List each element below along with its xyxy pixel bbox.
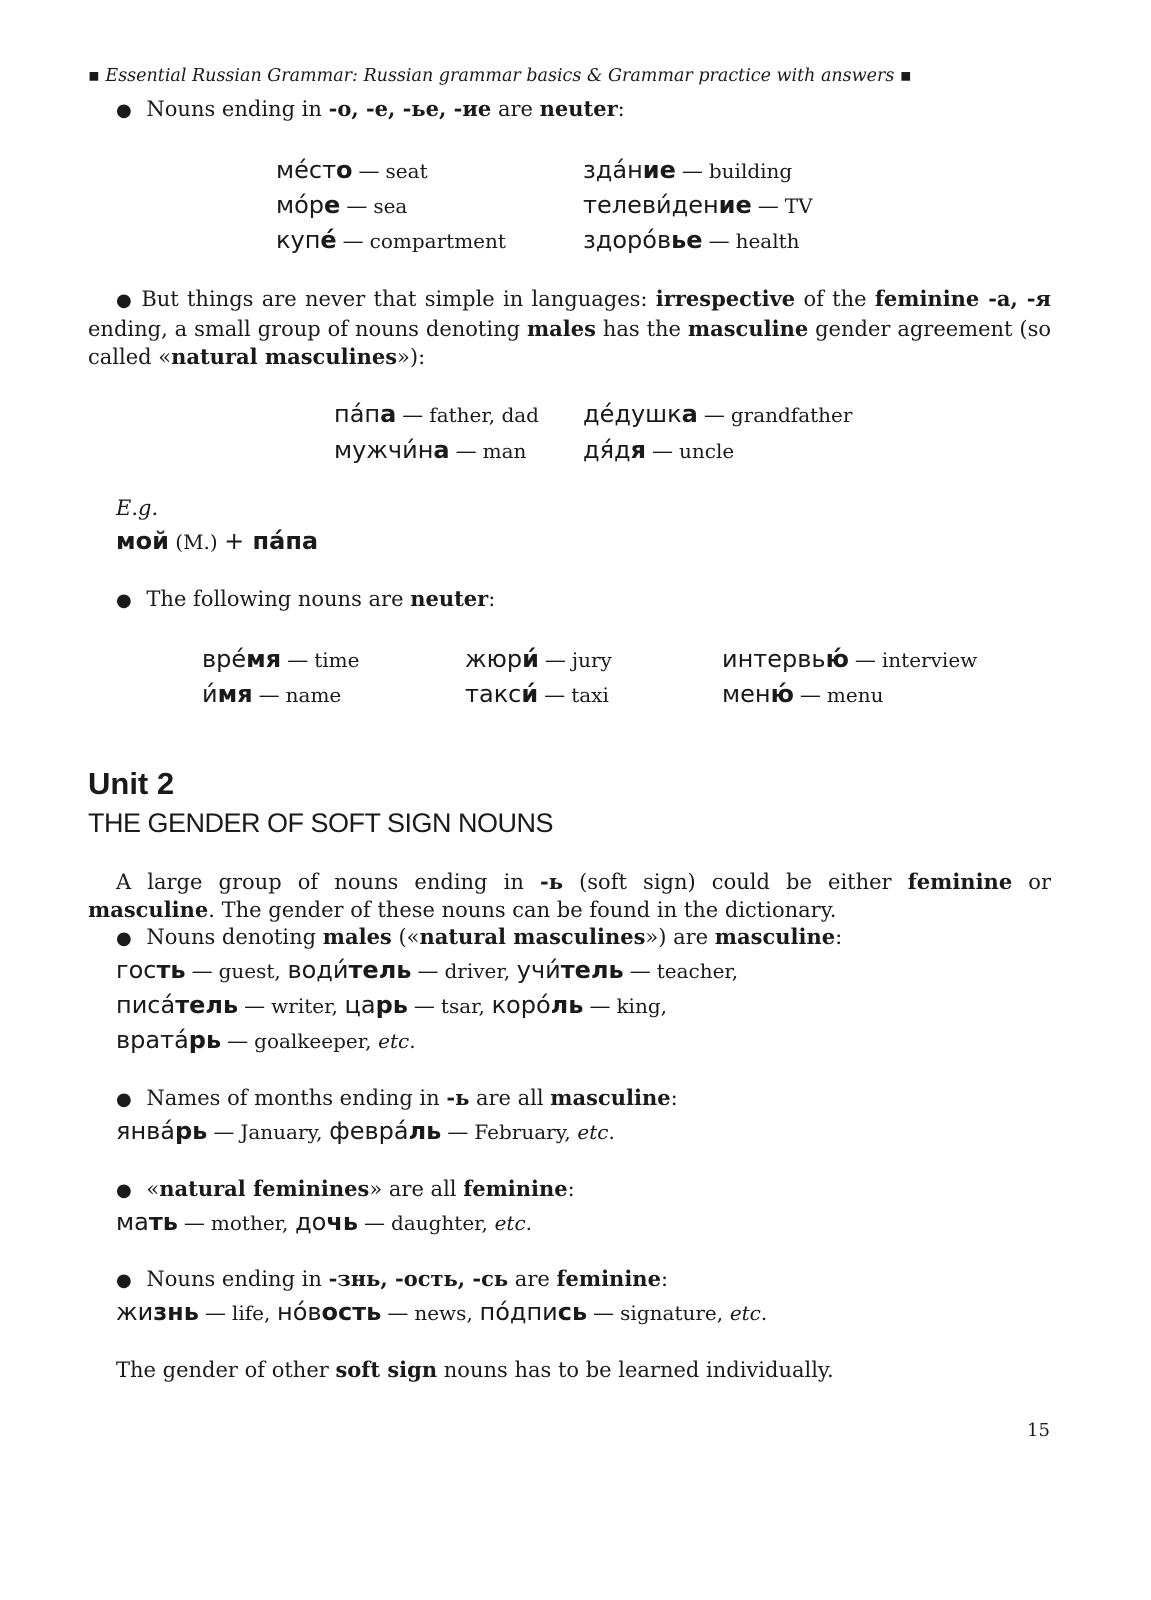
example-menyu: меню́ — menu [722, 680, 884, 708]
eg-example: мой (М.) + па́па [116, 527, 319, 555]
example-zhyuri: жюри́ — jury [465, 645, 612, 673]
example-more: мо́ре — sea [276, 191, 408, 219]
males-examples-line-3: врата́рь — goalkeeper, etc. [116, 1026, 416, 1054]
example-imya: и́мя — name [202, 680, 342, 708]
example-dyadya: дя́дя — uncle [583, 436, 735, 464]
example-kupe: купе́ — compartment [276, 226, 506, 254]
example-taksi: такси́ — taxi [465, 680, 609, 708]
example-muzhchina: мужчи́на — man [334, 436, 527, 464]
example-papa: па́па — father, dad [334, 400, 539, 428]
endings-examples: жизнь — life, но́вость — news, по́дпись — signature, etc. [116, 1298, 768, 1326]
running-header: ▪ Essential Russian Grammar: Russian grammar basics & Grammar practice with answers ▪ [88, 66, 912, 86]
example-zdanie: зда́ние — building [583, 156, 793, 184]
neuter-rule: ● Nouns ending in -о, -е, -ье, -ие are neuter: [116, 96, 625, 121]
example-zdorovye: здоро́вье — health [583, 226, 800, 254]
page-number: 15 [1027, 1420, 1050, 1441]
neuter-following-rule: ● The following nouns are neuter: [116, 586, 495, 611]
example-televidenie: телеви́дение — TV [583, 191, 813, 219]
example-dedushka: де́душка — grandfather [583, 400, 853, 428]
eg-label: E.g. [116, 496, 159, 520]
natural-masculines-rule: ● But things are never that simple in languages: irrespective of the feminine -а, -я ending, a small group of nouns denoting males has the masculine gender agreement (so called «natural masculines»): [88, 286, 1052, 369]
unit-title: THE GENDER OF SOFT SIGN NOUNS [88, 808, 554, 838]
unit-number: Unit 2 [88, 766, 175, 801]
example-mesto: ме́сто — seat [276, 156, 428, 184]
months-examples: янва́рь — January, февра́ль — February, etc. [116, 1117, 615, 1145]
males-examples-line-1: гость — guest, води́тель — driver, учи́тель — teacher, [116, 956, 739, 984]
endings-rule: ● Nouns ending in -знь, -ость, -сь are feminine: [116, 1266, 668, 1291]
feminines-examples: мать — mother, дочь — daughter, etc. [116, 1208, 533, 1236]
closing-sentence: The gender of other soft sign nouns has to be learned individually. [116, 1357, 834, 1382]
feminines-rule: ● «natural feminines» are all feminine: [116, 1176, 575, 1201]
months-rule: ● Names of months ending in -ь are all masculine: [116, 1085, 678, 1110]
soft-sign-intro: A large group of nouns ending in -ь (soft sign) could be either feminine or masculine. The gender of these nouns can be found in the dictionary. [88, 869, 1051, 922]
males-rule: ● Nouns denoting males («natural masculines») are masculine: [116, 924, 842, 949]
example-vremya: вре́мя — time [202, 645, 360, 673]
males-examples-line-2: писа́тель — writer, царь — tsar, коро́ль — king, [116, 991, 667, 1019]
example-intervyu: интервью́ — interview [722, 645, 978, 673]
